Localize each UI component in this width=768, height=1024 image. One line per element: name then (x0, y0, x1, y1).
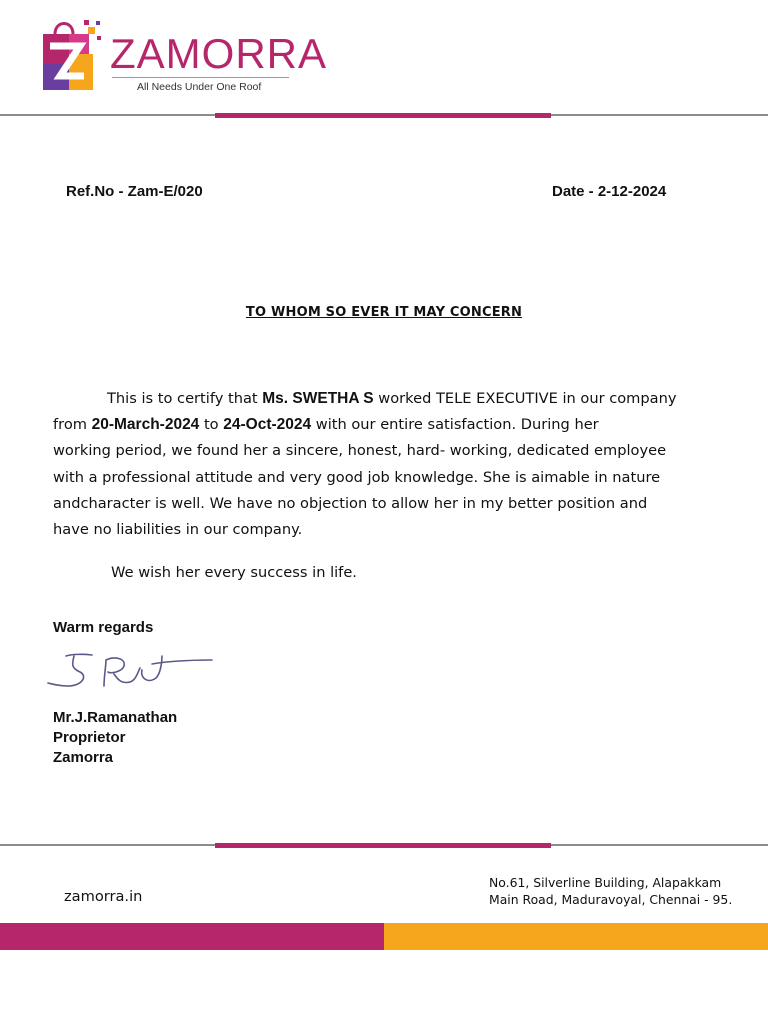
signer-company: Zamorra (53, 749, 114, 766)
signer-name: Mr.J.Ramanathan (53, 709, 178, 726)
footer-band-orange (384, 923, 768, 950)
reference-number: Ref.No - Zam-E/020 (66, 183, 203, 200)
body-text: with our entire satisfaction. During her (311, 416, 599, 434)
body-text: to (199, 416, 224, 434)
website-link[interactable]: zamorra.in (64, 888, 143, 905)
body-text: from (53, 416, 92, 434)
bottom-accent-bar (215, 843, 551, 848)
body-line-3: working period, we found her a sincere, honest, hard- working, dedicated employee (53, 442, 667, 460)
letter-body (53, 386, 713, 543)
top-accent-bar (215, 113, 551, 118)
warm-regards: Warm regards (53, 619, 154, 636)
footer-band-magenta (0, 923, 384, 950)
letter-date: Date - 2-12-2024 (552, 183, 667, 200)
body-line-1 (53, 386, 713, 412)
address-line-1: No.61, Silverline Building, Alapakkam (489, 875, 722, 890)
address-line-2: Main Road, Maduravoyal, Chennai - 95. (489, 892, 733, 907)
logo-wordmark (110, 30, 327, 78)
employee-name: Ms. SWETHA S (262, 390, 374, 407)
logo-name: ZAMORRA (110, 30, 327, 77)
body-line-5: andcharacter is well. We have no objection to allow her in my better position and (53, 494, 648, 512)
body-line-4: with a professional attitude and very good job knowledge. She is aimable in nature (53, 468, 661, 486)
body-text: worked TELE EXECUTIVE in our company (373, 390, 677, 407)
body-line-2 (53, 412, 713, 438)
body-line-6: have no liabilities in our company. (53, 520, 303, 538)
signer-role: Proprietor (53, 729, 126, 746)
body-text: This is to certify that (107, 390, 263, 407)
end-date: 24-Oct-2024 (223, 416, 312, 434)
shopping-bag-z-icon (40, 18, 102, 94)
letter-title: TO WHOM SO EVER IT MAY CONCERN (245, 305, 523, 320)
logo-underline (112, 77, 289, 78)
handwritten-signature (44, 650, 219, 692)
closing-wish: We wish her every success in life. (111, 564, 357, 581)
start-date: 20-March-2024 (91, 416, 200, 434)
logo-tagline: All Needs Under One Roof (137, 81, 262, 93)
